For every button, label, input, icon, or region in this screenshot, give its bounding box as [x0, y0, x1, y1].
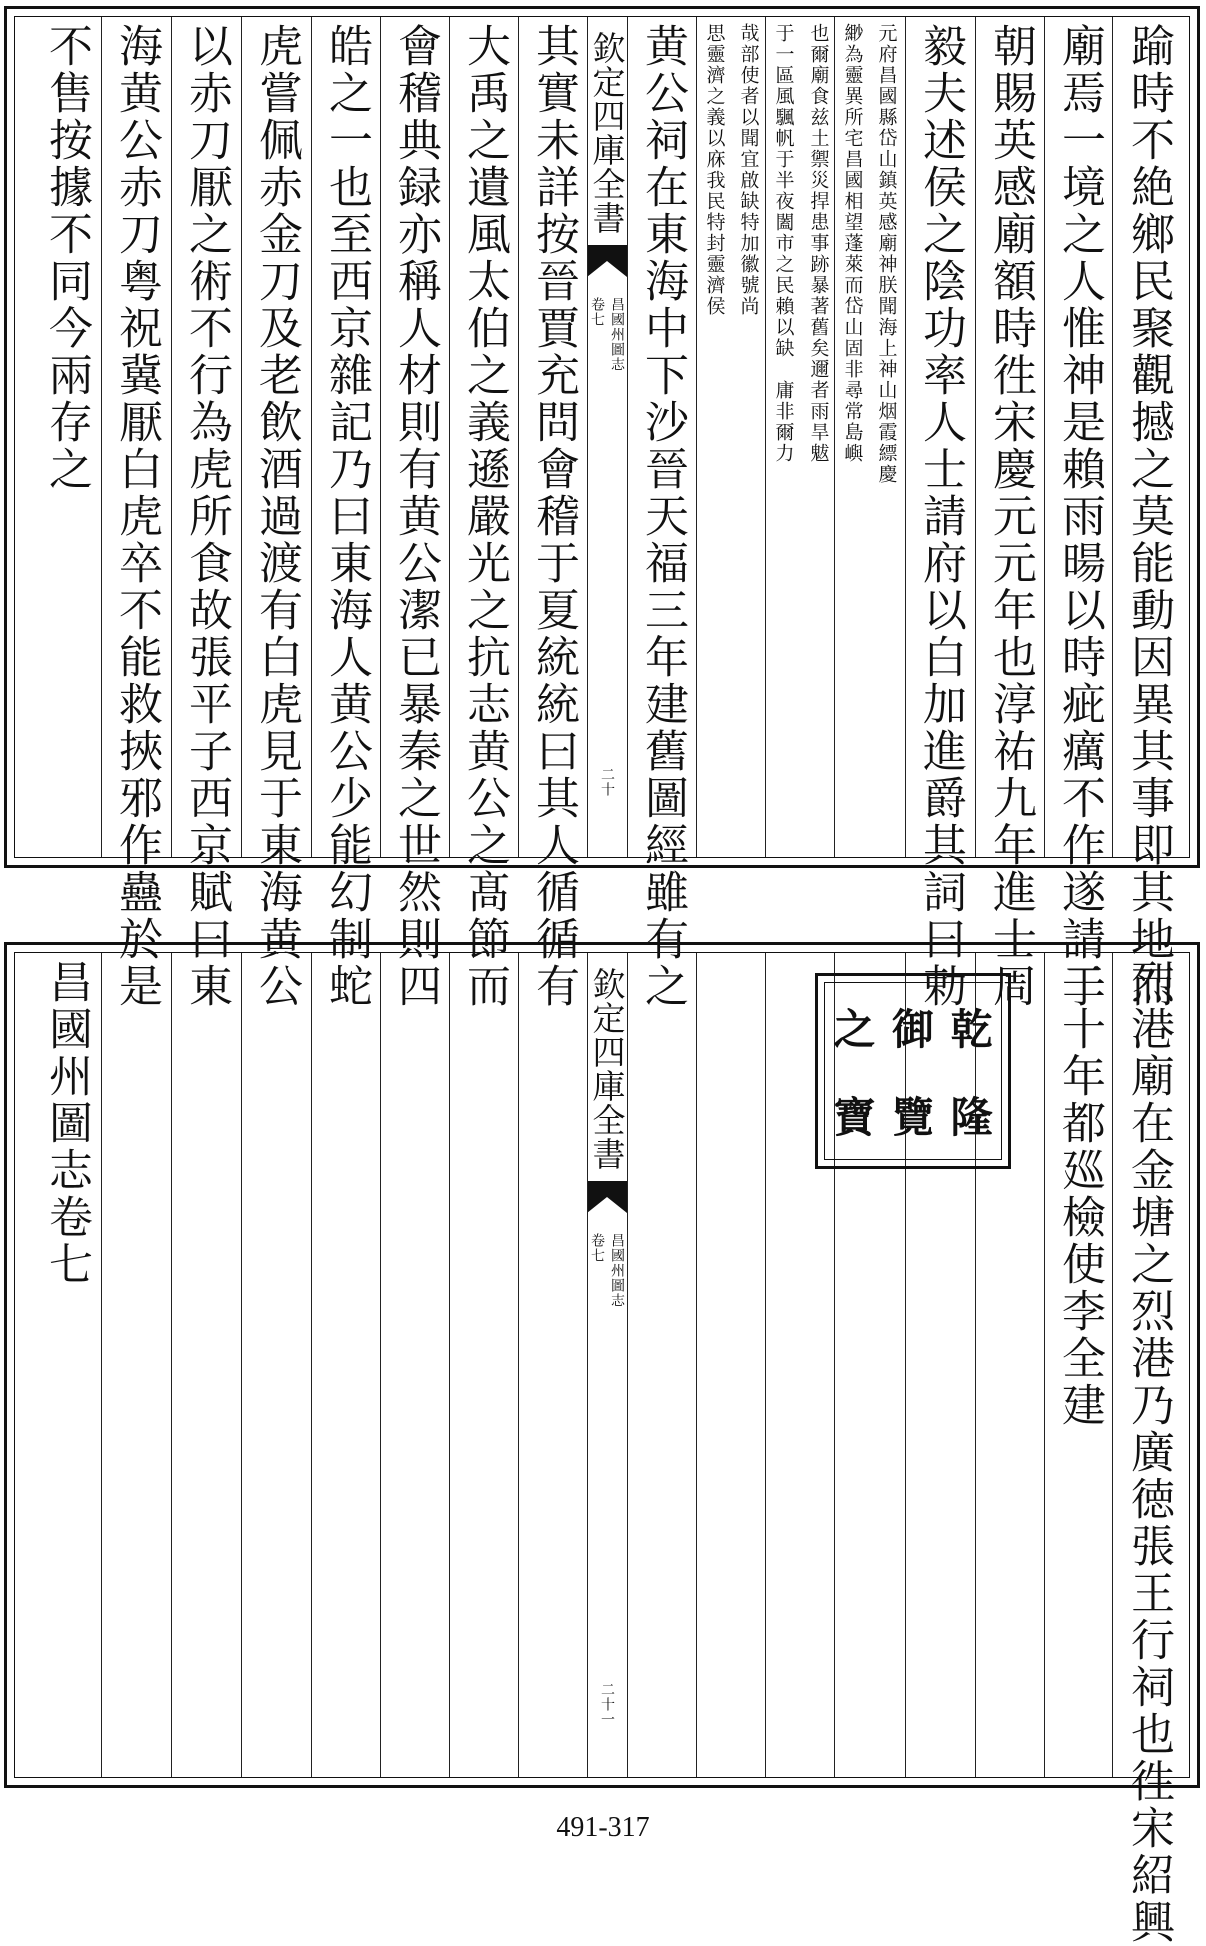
seal-character: 之: [833, 1005, 876, 1054]
margin-book-title: 昌國州圖志: [609, 297, 625, 372]
column-text: 皓之一也至西京雜記乃曰東海人黄公少能幻制蛇: [321, 23, 372, 1010]
annotation-column: [732, 23, 764, 851]
text-column: [33, 23, 99, 851]
column-rule: [101, 17, 102, 857]
column-text: 大禹之遺風太伯之義遜嚴光之抗志黄公之髙節而: [459, 23, 510, 1010]
column-rule: [311, 953, 312, 1777]
annotation-column: [698, 23, 730, 851]
column-rule: [765, 953, 766, 1777]
text-column: [313, 23, 379, 1010]
fish-tail-mark-icon: [585, 1179, 629, 1215]
margin-volume: 卷七: [589, 1233, 605, 1263]
column-rule: [380, 17, 381, 857]
imperial-seal-icon: [815, 973, 1011, 1169]
center-margin: [589, 17, 625, 857]
column-rule: [1112, 17, 1113, 857]
text-column: [1114, 23, 1182, 1010]
column-text: 虎嘗佩赤金刀及老飲酒過渡有白虎見于東海黄公: [251, 23, 302, 1010]
column-text: 毅夫述侯之陰功率人士請府以白加進爵其詞曰勅: [915, 23, 966, 1010]
text-column: [977, 23, 1043, 1010]
column-text: 也爾廟食兹土禦災捍患事跡暴著舊矣邇者雨旱魃: [807, 23, 830, 464]
closing-title-column: [33, 959, 99, 1771]
column-rule: [627, 17, 628, 857]
text-column: [173, 23, 239, 1010]
column-text: 會稽典録亦稱人材則有黄公潔已暴秦之世然則四: [390, 23, 441, 1010]
annotation-column: [767, 23, 799, 851]
column-rule: [171, 953, 172, 1777]
seal-character: 隆: [950, 1093, 993, 1142]
column-rule: [587, 17, 588, 857]
seal-character: 御: [891, 1005, 934, 1054]
column-rule: [834, 17, 835, 857]
upper-book-page: [4, 6, 1200, 1010]
column-text: 黄公祠在東海中下沙晉天福三年建舊圖經雖有之: [637, 23, 688, 1010]
column-text: 踰時不絶鄉民聚觀撼之莫能動因異其事即其地而: [1123, 23, 1174, 1010]
column-rule: [518, 17, 519, 857]
column-rule: [449, 953, 450, 1777]
seal-character: 寶: [833, 1093, 876, 1142]
column-rule: [171, 17, 172, 857]
seal-character: 乾: [950, 1005, 993, 1054]
column-rule: [1112, 953, 1113, 1777]
column-text: 廟焉一境之人惟神是賴雨暘以時疵癘不作遂請于: [1054, 23, 1105, 1010]
text-column: [629, 23, 695, 1010]
column-rule: [241, 953, 242, 1777]
page-frame: [14, 16, 1190, 1010]
column-rule: [696, 953, 697, 1777]
text-column: [382, 23, 448, 1010]
column-text: 烈港廟在金塘之烈港乃廣徳張王行祠也徃宋紹興: [1123, 959, 1174, 1946]
column-rule: [627, 953, 628, 1777]
margin-title: 欽定四庫全書: [587, 31, 627, 235]
margin-page-number: 二十: [599, 767, 615, 797]
annotation-column: [870, 23, 902, 851]
column-text: 于一區風颿帆于半夜闔市之民賴以缺 庸非爾力: [772, 23, 795, 464]
column-rule: [905, 17, 906, 857]
column-text: 二十年都廵檢使李全建: [1054, 959, 1105, 1429]
annotation-column: [836, 23, 868, 851]
column-rule: [449, 17, 450, 857]
column-rule: [518, 953, 519, 1777]
column-rule: [380, 953, 381, 1777]
column-rule: [975, 17, 976, 857]
margin-page-number: 二十一: [599, 1682, 615, 1727]
volume-end-title: 昌國州圖志卷七: [41, 959, 92, 1288]
column-text: 不售按據不同今兩存之: [41, 23, 92, 493]
annotation-column: [802, 23, 834, 851]
text-column: [1046, 23, 1112, 1010]
column-rule: [101, 953, 102, 1777]
text-column: [243, 23, 309, 1010]
column-rule: [696, 17, 697, 857]
margin-title: 欽定四庫全書: [587, 967, 627, 1171]
column-rule: [241, 17, 242, 857]
column-rule: [1044, 17, 1045, 857]
column-text: 以赤刀厭之術不行為虎所食故張平子西京賦曰東: [181, 23, 232, 1010]
text-column: [907, 23, 973, 1010]
margin-book-title: 昌國州圖志: [609, 1233, 625, 1308]
column-rule: [1044, 953, 1045, 1777]
column-text: 海黄公赤刀粤祝冀厭白虎卒不能救挾邪作蠱於是: [111, 23, 162, 1010]
center-margin: [589, 953, 625, 1777]
text-column: [520, 23, 586, 1010]
text-column: [103, 23, 169, 1010]
seal-character: 覽: [891, 1093, 934, 1142]
page-reference: 491-317: [556, 1812, 650, 1843]
column-text: 元府昌國縣岱山鎮英感廟神朕聞海上神山烟霞縹慶: [875, 23, 898, 485]
text-column: [1046, 959, 1112, 1771]
column-text: 其實未詳按晉賈充問會稽于夏統統曰其人循循有: [528, 23, 579, 1010]
margin-volume: 卷七: [589, 297, 605, 327]
fish-tail-mark-icon: [585, 243, 629, 279]
column-rule: [587, 953, 588, 1777]
column-text: 思靈濟之義以庥我民特封靈濟侯: [703, 23, 726, 317]
column-text: 朝賜英感廟額時徃宋慶元元年也淳祐九年進士周: [985, 23, 1036, 1010]
column-text: 緲為靈異所宅昌國相望蓬萊而岱山固非尋常島嶼: [841, 23, 864, 464]
column-rule: [765, 17, 766, 857]
column-rule: [311, 17, 312, 857]
text-column: [1114, 959, 1182, 1946]
column-text: 哉部使者以聞宜啟缺特加徽號尚: [737, 23, 760, 317]
text-column: [451, 23, 517, 1010]
